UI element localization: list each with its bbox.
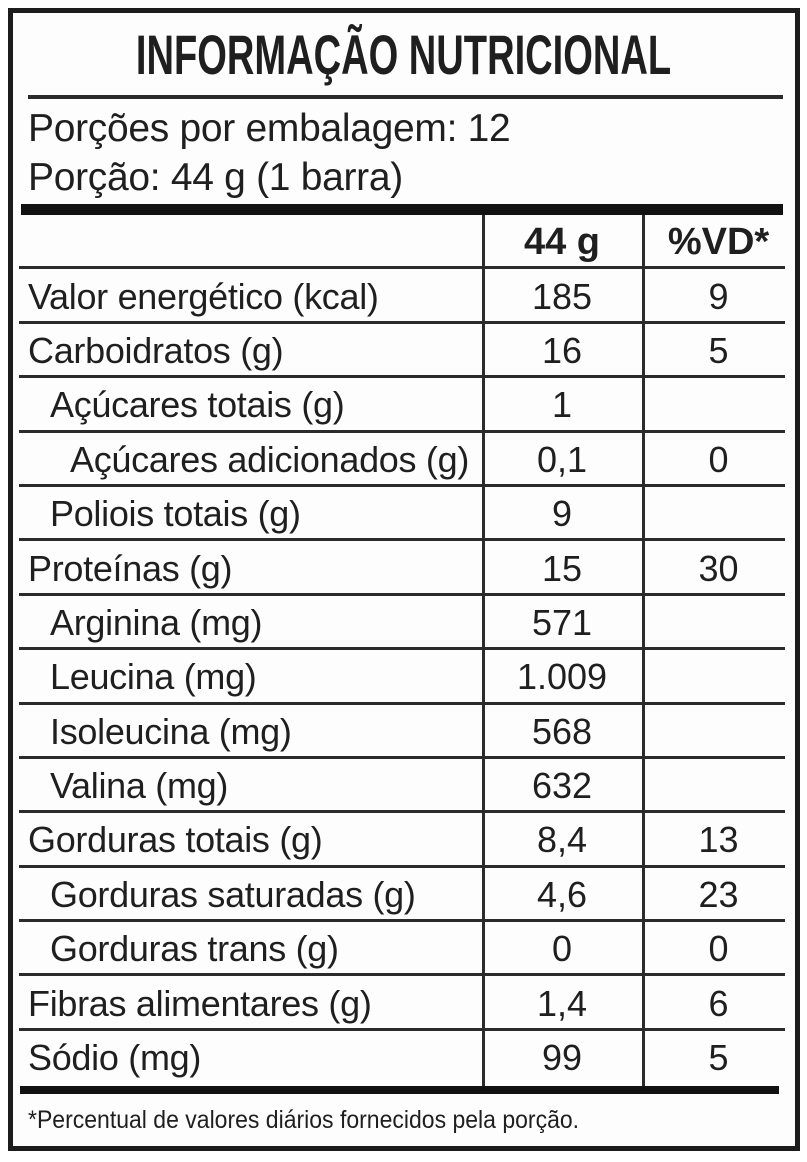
table-row bbox=[13, 813, 795, 867]
nutrient-label: Poliois totais (g) bbox=[50, 493, 301, 535]
table-row bbox=[13, 705, 795, 759]
daily-value: 9 bbox=[708, 275, 729, 317]
amount-value: 1,4 bbox=[536, 982, 588, 1024]
nutrient-label: Açúcares totais (g) bbox=[50, 384, 345, 426]
footnote: *Percentual de valores diários fornecidos pela porção. bbox=[28, 1105, 580, 1134]
daily-value: 13 bbox=[698, 819, 739, 861]
serving-info bbox=[13, 99, 795, 204]
nutrient-label: Proteínas (g) bbox=[28, 547, 233, 589]
daily-value: 30 bbox=[698, 547, 739, 589]
table-row bbox=[13, 596, 795, 650]
amount-value: 9 bbox=[551, 493, 573, 535]
nutrition-table bbox=[13, 215, 795, 1086]
amount-value: 4,6 bbox=[536, 873, 588, 915]
amount-value: 632 bbox=[531, 765, 593, 807]
amount-value: 1.009 bbox=[516, 656, 608, 698]
table-header-row bbox=[13, 215, 795, 269]
daily-value: 5 bbox=[708, 329, 729, 371]
amount-value: 568 bbox=[531, 710, 593, 752]
nutrient-label: Açúcares adicionados (g) bbox=[70, 438, 470, 480]
nutrient-label: Leucina (mg) bbox=[50, 656, 257, 698]
table-row bbox=[13, 922, 795, 976]
column-header-amount: 44 g bbox=[523, 220, 601, 263]
daily-value: 0 bbox=[708, 928, 729, 970]
table-row bbox=[13, 759, 795, 813]
table-row bbox=[13, 868, 795, 922]
column-divider-2 bbox=[642, 215, 645, 1086]
table-row bbox=[13, 324, 795, 378]
servings-per-package-line: Porções por embalagem: 12 bbox=[28, 107, 511, 150]
serving-size-line: Porção: 44 g (1 barra) bbox=[28, 156, 403, 199]
daily-value: 23 bbox=[698, 873, 739, 915]
footnote-area bbox=[13, 1094, 795, 1146]
column-header-dv: %VD* bbox=[667, 220, 770, 263]
separator-bar-top bbox=[21, 204, 783, 215]
label-title-area bbox=[13, 13, 795, 95]
amount-value: 0 bbox=[551, 928, 573, 970]
nutrient-label: Fibras alimentares (g) bbox=[28, 982, 372, 1024]
amount-value: 99 bbox=[541, 1037, 583, 1079]
label-title: INFORMAÇÃO NUTRICIONAL bbox=[136, 22, 672, 86]
daily-value: 6 bbox=[708, 982, 729, 1024]
amount-value: 571 bbox=[531, 601, 593, 643]
nutrition-label bbox=[8, 8, 800, 1151]
nutrient-label: Isoleucina (mg) bbox=[50, 710, 292, 752]
nutrient-label: Gorduras totais (g) bbox=[28, 819, 323, 861]
nutrient-label: Sódio (mg) bbox=[28, 1037, 202, 1079]
nutrient-label: Gorduras saturadas (g) bbox=[50, 873, 416, 915]
nutrient-label: Carboidratos (g) bbox=[28, 329, 284, 371]
amount-value: 8,4 bbox=[536, 819, 588, 861]
separator-bar-bottom bbox=[20, 1086, 779, 1094]
table-row bbox=[13, 433, 795, 487]
table-row bbox=[13, 269, 795, 323]
table-row bbox=[13, 378, 795, 432]
amount-value: 16 bbox=[541, 329, 583, 371]
table-row bbox=[13, 541, 795, 595]
daily-value: 0 bbox=[708, 438, 729, 480]
nutrient-label: Valina (mg) bbox=[50, 765, 229, 807]
table-row bbox=[13, 487, 795, 541]
nutrient-label: Arginina (mg) bbox=[50, 601, 263, 643]
nutrient-label: Valor energético (kcal) bbox=[28, 275, 379, 317]
nutrient-label: Gorduras trans (g) bbox=[50, 928, 339, 970]
table-row bbox=[13, 976, 795, 1030]
amount-value: 185 bbox=[531, 275, 593, 317]
amount-value: 15 bbox=[541, 547, 583, 589]
amount-value: 1 bbox=[551, 384, 573, 426]
column-divider-1 bbox=[482, 215, 485, 1086]
table-row bbox=[13, 650, 795, 704]
amount-value: 0,1 bbox=[536, 438, 588, 480]
table-row bbox=[13, 1031, 795, 1085]
daily-value: 5 bbox=[708, 1037, 729, 1079]
